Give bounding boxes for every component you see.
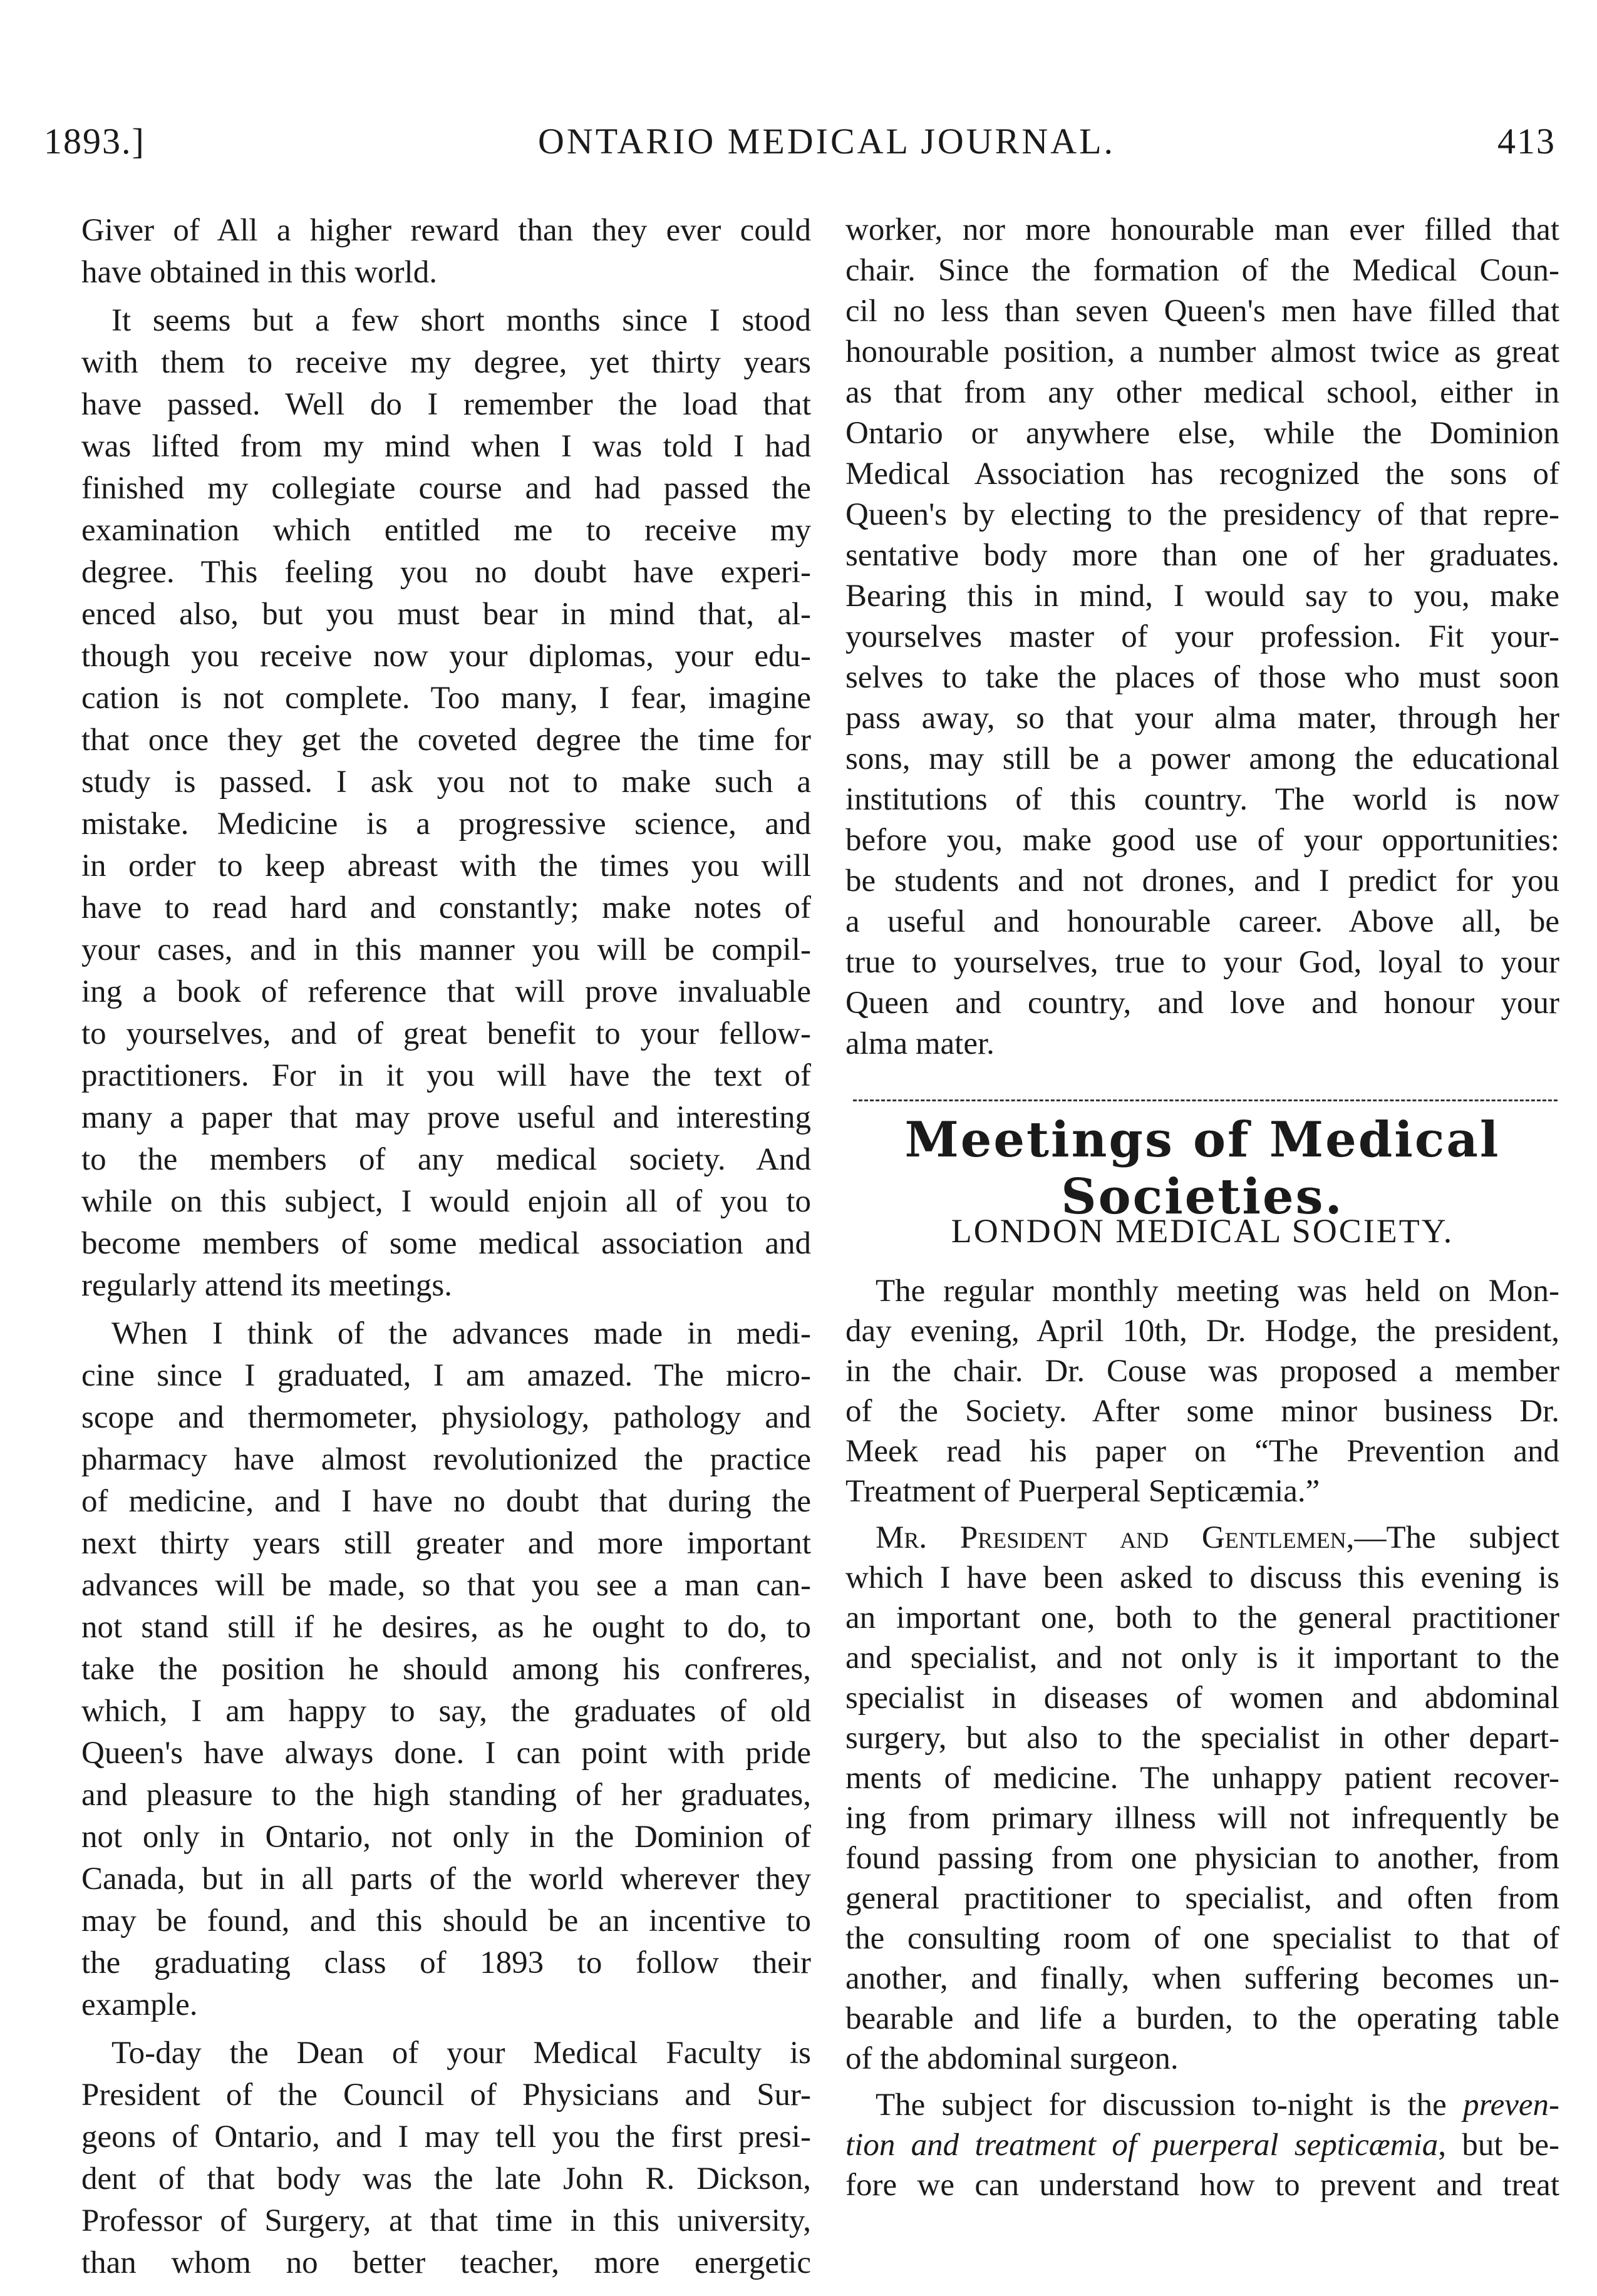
text-line: many a paper that may prove useful and interesting: [81, 1100, 811, 1135]
text-line: [845, 1518, 1559, 1558]
text-line: Medical Association has recognized the sons of: [845, 456, 1559, 492]
paragraph: [845, 1518, 1559, 2079]
text-line: be students and not drones, and I predict for you: [845, 863, 1559, 898]
text-line: regularly attend its meetings.: [81, 1268, 453, 1303]
text-line: though you receive now your diplomas, your edu-: [81, 639, 811, 674]
text-line: practitioners. For in it you will have the text of: [81, 1058, 811, 1093]
text-line: than whom no better teacher, more energetic: [81, 2245, 811, 2280]
text-line: [845, 2125, 1559, 2165]
text-line: ments of medicine. The unhappy patient recover-: [845, 1761, 1559, 1796]
text-line: cine since I graduated, I am amazed. The micro-: [81, 1358, 811, 1393]
text-line: may be found, and this should be an incentive to: [81, 1903, 811, 1938]
text-segment: —The subject: [1354, 1520, 1559, 1555]
italic-text: preven-: [1463, 2088, 1559, 2123]
text-line: Canada, but in all parts of the world wherever they: [81, 1861, 811, 1897]
paragraph: [845, 2085, 1559, 2205]
text-line: chair. Since the formation of the Medical Coun-: [845, 253, 1559, 288]
text-line: To-day the Dean of your Medical Faculty is: [111, 2036, 811, 2071]
text-line: sons, may still be a power among the educational: [845, 741, 1559, 776]
text-line: scope and thermometer, physiology, pathology and: [81, 1400, 811, 1435]
text-line: specialist in diseases of women and abdominal: [845, 1681, 1559, 1716]
text-line: fore we can understand how to prevent and treat: [845, 2168, 1559, 2203]
text-line: the graduating class of 1893 to follow their: [81, 1945, 811, 1980]
text-line: dent of that body was the late John R. Dickson,: [81, 2161, 811, 2196]
text-line: that once they get the coveted degree the time for: [81, 723, 811, 758]
text-line: selves to take the places of those who must soon: [845, 660, 1559, 695]
text-line: institutions of this country. The world is now: [845, 782, 1559, 817]
text-line: Giver of All a higher reward than they ever could: [81, 213, 811, 248]
text-line: Queen's have always done. I can point with pride: [81, 1736, 811, 1771]
text-line: in the chair. Dr. Couse was proposed a member: [845, 1354, 1559, 1389]
text-line: mistake. Medicine is a progressive science, and: [81, 806, 811, 842]
page-number: 413: [1497, 121, 1556, 162]
right-column-bottom: [845, 1271, 1559, 2205]
paragraph: [845, 210, 1559, 1064]
text-line: with them to receive my degree, yet thirty years: [81, 345, 811, 380]
text-line: ing a book of reference that will prove invaluable: [81, 974, 811, 1009]
article-title: LONDON MEDICAL SOCIETY.: [951, 1212, 1454, 1250]
text-line: have to read hard and constantly; make notes of: [81, 890, 811, 925]
right-column-top: [845, 210, 1559, 1064]
text-line: become members of some medical association and: [81, 1226, 811, 1261]
text-line: pass away, so that your alma mater, through her: [845, 701, 1559, 736]
text-line: sentative body more than one of her graduates.: [845, 538, 1559, 573]
text-line: in order to keep abreast with the times you will: [81, 848, 811, 883]
text-line: surgery, but also to the specialist in other depart-: [845, 1721, 1559, 1756]
text-segment: The subject for discussion to-night is the: [876, 2088, 1464, 2123]
text-line: alma mater.: [845, 1026, 995, 1061]
text-line: have passed. Well do I remember the load that: [81, 387, 811, 422]
text-line: The regular monthly meeting was held on Mon-: [876, 1274, 1559, 1309]
text-line: true to yourselves, true to your God, loyal to your: [845, 945, 1559, 980]
text-line: while on this subject, I would enjoin all of you to: [81, 1184, 811, 1219]
text-line: honourable position, a number almost twice as great: [845, 334, 1559, 369]
text-line: day evening, April 10th, Dr. Hodge, the president,: [845, 1314, 1559, 1349]
text-line: Treatment of Puerperal Septicæmia.”: [845, 1474, 1320, 1509]
text-line: found passing from one physician to another, from: [845, 1841, 1559, 1876]
text-line: as that from any other medical school, either in: [845, 375, 1559, 410]
text-line: and specialist, and not only is it important to the: [845, 1640, 1559, 1676]
text-line: study is passed. I ask you not to make such a: [81, 764, 811, 800]
italic-text: tion and treatment of puerperal septicæmia: [845, 2128, 1439, 2163]
text-line: President of the Council of Physicians and Sur-: [81, 2077, 811, 2113]
journal-title: ONTARIO MEDICAL JOURNAL.: [537, 121, 1116, 162]
text-line: Ontario or anywhere else, while the Dominion: [845, 416, 1559, 451]
text-line: a useful and honourable career. Above all, be: [845, 904, 1559, 939]
text-line: It seems but a few short months since I stood: [111, 303, 811, 338]
paragraph: [81, 210, 811, 294]
text-line: the consulting room of one specialist to that of: [845, 1921, 1559, 1956]
text-line: take the position he should among his confreres,: [81, 1652, 811, 1687]
section-heading: Meetings of Medical Societies.: [904, 1111, 1501, 1225]
text-line: cil no less than seven Queen's men have filled that: [845, 294, 1559, 329]
text-line: to yourselves, and of great benefit to your fellow-: [81, 1016, 811, 1051]
text-line: was lifted from my mind when I was told I had: [81, 429, 811, 464]
text-line: which I have been asked to discuss this evening is: [845, 1560, 1559, 1595]
text-line: [845, 2085, 1559, 2125]
text-line: example.: [81, 1987, 198, 2022]
text-line: finished my collegiate course and had passed the: [81, 471, 811, 506]
text-line: Meek read his paper on “The Prevention and: [845, 1434, 1559, 1469]
header-year: 1893.]: [44, 121, 145, 162]
text-line: of the abdominal surgeon.: [845, 2041, 1179, 2076]
text-line: another, and finally, when suffering becomes un-: [845, 1961, 1559, 1996]
text-line: degree. This feeling you no doubt have experi-: [81, 555, 811, 590]
text-line: advances will be made, so that you see a man can-: [81, 1568, 811, 1603]
text-line: not stand still if he desires, as he ought to do, to: [81, 1610, 811, 1645]
text-line: examination which entitled me to receive my: [81, 513, 811, 548]
text-line: When I think of the advances made in medi-: [111, 1316, 811, 1351]
text-line: yourselves master of your profession. Fit your-: [845, 619, 1559, 654]
text-line: which, I am happy to say, the graduates of old: [81, 1694, 811, 1729]
section-divider: [853, 1099, 1558, 1101]
paragraph: [81, 2032, 811, 2284]
text-line: to the members of any medical society. And: [81, 1142, 811, 1177]
text-line: bearable and life a burden, to the operating table: [845, 2001, 1559, 2036]
text-line: Professor of Surgery, at that time in this university,: [81, 2203, 811, 2238]
text-line: not only in Ontario, not only in the Dominion of: [81, 1820, 811, 1855]
text-line: general practitioner to specialist, and often from: [845, 1881, 1559, 1916]
text-line: worker, nor more honourable man ever filled that: [845, 212, 1559, 247]
text-line: pharmacy have almost revolutionized the practice: [81, 1442, 811, 1477]
text-line: Queen's by electing to the presidency of that repre-: [845, 497, 1559, 532]
text-line: of medicine, and I have no doubt that during the: [81, 1484, 811, 1519]
text-line: enced also, but you must bear in mind that, al-: [81, 597, 811, 632]
text-line: and pleasure to the high standing of her graduates,: [81, 1778, 811, 1813]
text-line: your cases, and in this manner you will be compil-: [81, 932, 811, 967]
paragraph: [81, 1313, 811, 2026]
left-column: [81, 210, 811, 2284]
text-line: cation is not complete. Too many, I fear, imagine: [81, 681, 811, 716]
text-line: next thirty years still greater and more important: [81, 1526, 811, 1561]
text-line: ing from primary illness will not infrequently be: [845, 1801, 1559, 1836]
text-line: Bearing this in mind, I would say to you, make: [845, 579, 1559, 614]
text-segment: , but be-: [1438, 2128, 1559, 2163]
paragraph: [845, 1271, 1559, 1511]
small-caps-text: Mr. President and Gentlemen,: [876, 1520, 1355, 1555]
text-line: before you, make good use of your opportunities:: [845, 823, 1559, 858]
text-line: geons of Ontario, and I may tell you the first presi-: [81, 2119, 811, 2154]
text-line: have obtained in this world.: [81, 255, 437, 290]
paragraph: [81, 300, 811, 1307]
text-line: an important one, both to the general practitioner: [845, 1600, 1559, 1635]
text-line: of the Society. After some minor business Dr.: [845, 1394, 1559, 1429]
text-line: Queen and country, and love and honour your: [845, 986, 1559, 1021]
